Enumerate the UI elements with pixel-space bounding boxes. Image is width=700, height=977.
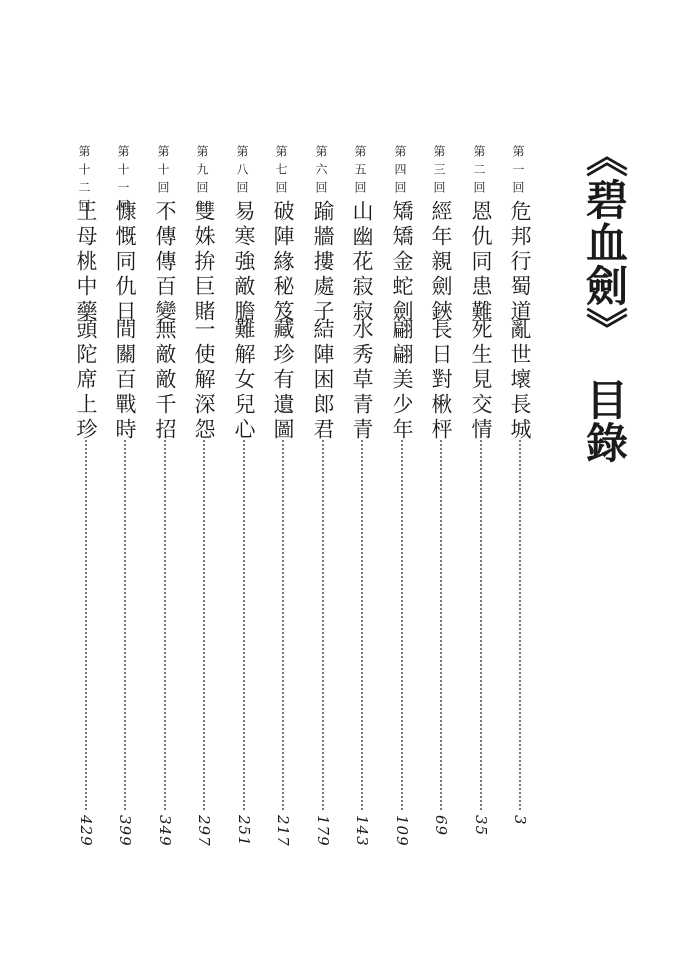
chapter-entry[interactable]	[113, 0, 143, 977]
page-number: 297	[195, 815, 213, 847]
chapter-entry[interactable]	[74, 0, 104, 977]
dot-leader	[401, 440, 403, 810]
chapter-number: 第十回	[156, 145, 170, 199]
chapter-number: 第一回	[511, 145, 525, 199]
chapter-entry[interactable]	[271, 0, 301, 977]
chapter-entry[interactable]	[390, 0, 420, 977]
page-number: 349	[156, 815, 174, 847]
page-number: 69	[432, 815, 450, 837]
dot-leader	[480, 440, 482, 810]
chapter-title-line2: 死生見交情	[469, 318, 493, 443]
chapter-title-line1: 慷慨同仇日	[113, 200, 137, 325]
chapter-title-line2: 無敵敵千招	[153, 318, 177, 443]
page-number: 429	[77, 815, 95, 847]
chapter-entry[interactable]	[311, 0, 341, 977]
chapter-title-line1: 恩仇同患難	[469, 200, 493, 325]
dot-leader	[243, 440, 245, 810]
page-number: 3	[511, 815, 529, 826]
dot-leader	[85, 440, 87, 810]
chapter-title-line1: 破陣緣秘笈	[271, 200, 295, 325]
chapter-entry[interactable]	[429, 0, 459, 977]
page-number: 109	[393, 815, 411, 847]
chapter-title-line2: 翩翩美少年	[390, 318, 414, 443]
chapter-title-line2: 藏珍有遺圖	[271, 318, 295, 443]
dot-leader	[282, 440, 284, 810]
chapter-title-line2: 難解女兒心	[232, 318, 256, 443]
chapter-title-line1: 易寒強敵膽	[232, 200, 256, 325]
chapter-title-line1: 不傳傳百變	[153, 200, 177, 325]
chapter-entry[interactable]	[350, 0, 380, 977]
page-number: 143	[353, 815, 371, 847]
dot-leader	[164, 440, 166, 810]
chapter-number: 第三回	[432, 145, 446, 199]
chapter-title-line2: 間關百戰時	[113, 318, 137, 443]
chapter-number: 第四回	[393, 145, 407, 199]
chapter-entry[interactable]	[469, 0, 499, 977]
chapter-number: 第九回	[195, 145, 209, 199]
chapter-number: 第十二回	[77, 145, 91, 217]
chapter-title-line1: 山幽花寂寂	[350, 200, 374, 325]
chapter-title-line2: 結陣困郎君	[311, 318, 335, 443]
chapter-title-line2: 亂世壞長城	[508, 318, 532, 443]
chapter-number: 第五回	[353, 145, 367, 199]
chapter-number: 第六回	[314, 145, 328, 199]
chapter-title-line2: 長日對楸枰	[429, 318, 453, 443]
page-number: 217	[274, 815, 292, 847]
chapter-number: 第十一回	[116, 145, 130, 217]
chapter-title-line1: 踰牆摟處子	[311, 200, 335, 325]
chapter-title-line2: 頭陀席上珍	[74, 318, 98, 443]
chapter-number: 第二回	[472, 145, 486, 199]
dot-leader	[322, 440, 324, 810]
chapter-entry[interactable]	[508, 0, 538, 977]
chapter-entry[interactable]	[153, 0, 183, 977]
page-number: 251	[235, 815, 253, 847]
dot-leader	[361, 440, 363, 810]
chapter-entry[interactable]	[232, 0, 262, 977]
chapter-number: 第七回	[274, 145, 288, 199]
page-number: 35	[472, 815, 490, 837]
page-number: 179	[314, 815, 332, 847]
toc-label: 目錄	[580, 378, 629, 464]
chapter-title-line1: 危邦行蜀道	[508, 200, 532, 325]
chapter-number: 第八回	[235, 145, 249, 199]
chapter-entry[interactable]	[192, 0, 222, 977]
dot-leader	[440, 440, 442, 810]
dot-leader	[124, 440, 126, 810]
page-number: 399	[116, 815, 134, 847]
chapter-title-line1: 王母桃中藥	[74, 200, 98, 325]
dot-leader	[519, 440, 521, 810]
chapter-title-line1: 經年親劍鋏	[429, 200, 453, 325]
chapter-title-line1: 雙姝拚巨賭	[192, 200, 216, 325]
book-title: 《碧血劍》	[580, 135, 629, 350]
chapter-title-line2: 水秀草青青	[350, 318, 374, 443]
chapter-title-line2: 一使解深怨	[192, 318, 216, 443]
dot-leader	[203, 440, 205, 810]
chapter-title-line1: 矯矯金蛇劍	[390, 200, 414, 325]
toc-title	[578, 135, 630, 464]
